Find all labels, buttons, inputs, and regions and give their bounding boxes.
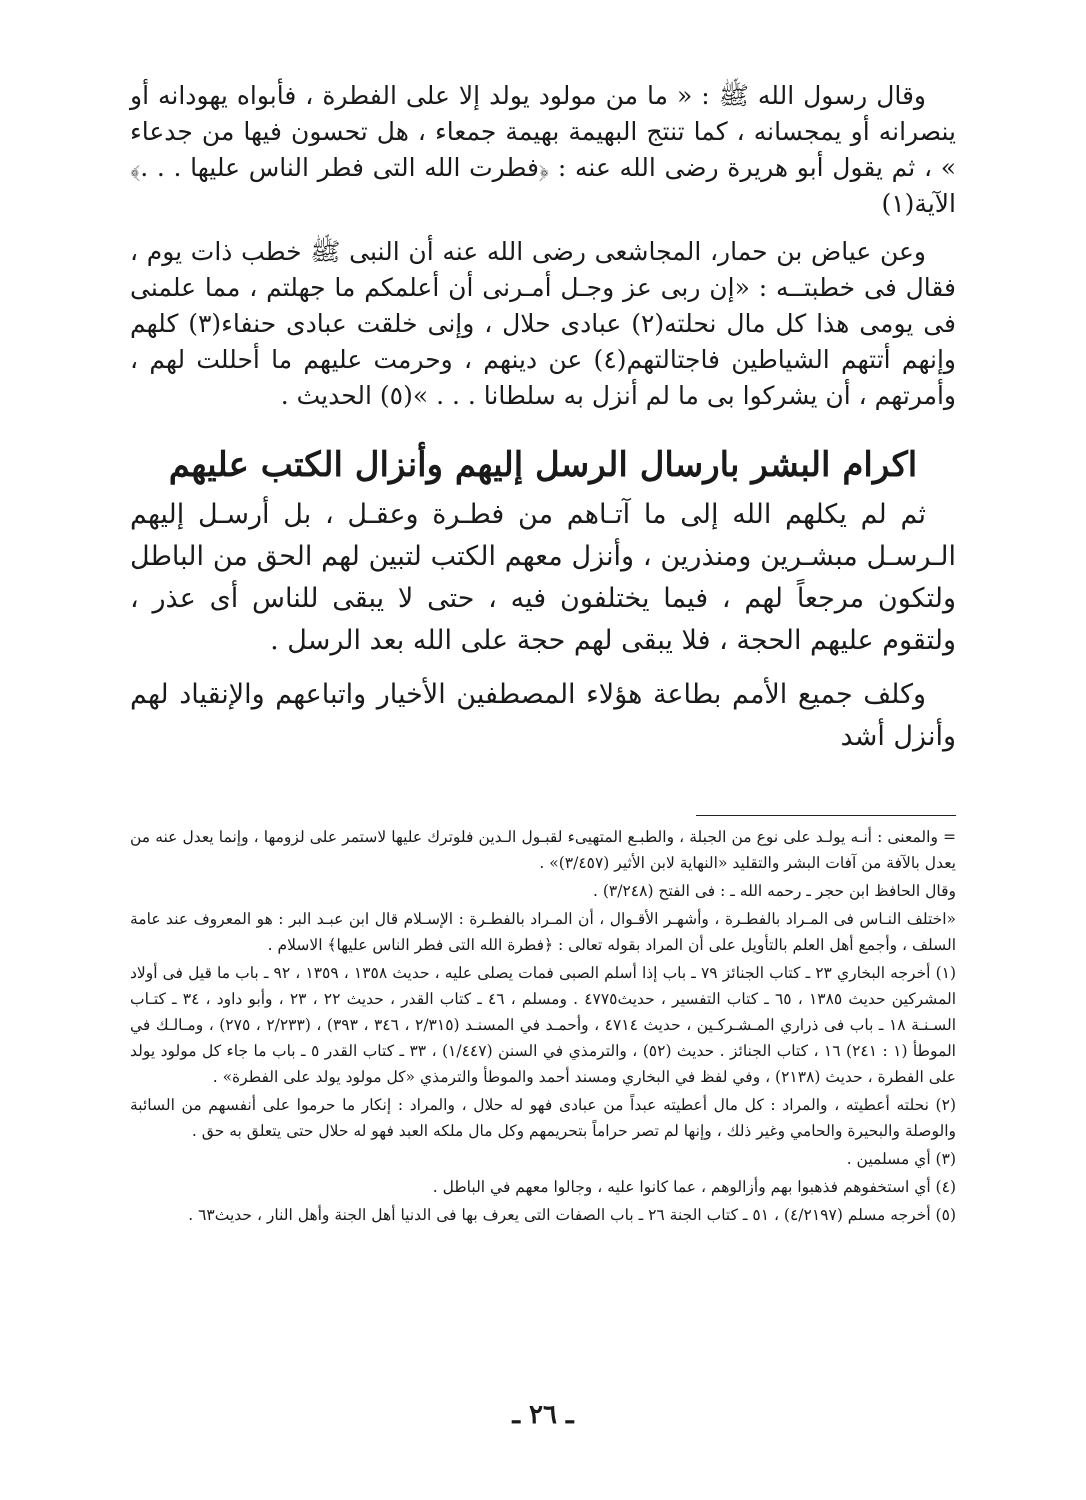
section-heading: اكرام البشر بارسال الرسل إليهم وأنزال الكتب عليهم: [168, 445, 918, 485]
page-number: ـ ٢٦ ـ: [512, 1400, 574, 1430]
main-text-top: [130, 78, 956, 414]
footnote-1: (١) أخرجه البخاري ٢٣ ـ كتاب الجنائز ٧٩ ـ باب إذا أسلم الصبى فمات يصلى عليه ، حديث ١٣٥٨ ، ١٣٥٩ ، ٩٢ ـ باب ما قيل فى أولاد المشركين حديث ١٣٨٥ ، ٦٥ ـ كتاب التفسير ، حديث٤٧٧٥ . ومسلم ، ٤٦ ـ كتاب القدر ، حديث ٢٢ ، ٢٣ ، وأبو داود ، ٣٤ ـ كتـاب السـنـة ١٨ ـ باب فى ذراري المـشـركـين ، حديث ٤٧١٤ ، وأحمـد في المسنـد (٢/٣١٥ ، ٣٤٦ ، ٣٩٣) ، (٢/٢٣٣ ، ٢٧٥) ، ومـالـك في الموطأ (١ : ٢٤١) ١٦ ، كتاب الجنائز . حديث (٥٢) ، والترمذي في السنن (١/٤٤٧) ، ٣٣ ـ كتاب القدر ٥ ـ باب ما جاء كل مولود يولد على الفطرة ، حديث (٢١٣٨) ، وفي لفظ في البخاري ومسند أحمد والموطأ والترمذي «كل مولود يولد على الفطرة» .: [130, 964, 957, 1086]
main-text-section: [130, 494, 956, 758]
footnote-divider: [696, 815, 956, 816]
footnote-continuation: = والمعنى : أنـه يولـد على نوع من الجبلة ، والطبـع المتهيىء لقبـول الـدين فلوترك عليها لاستمر على لزومها ، وإنما يعدل عنه من يعدل بالآفة من آفات البشر والتقليد «النهاية لابن الأثير (٣/٤٥٧)» .: [130, 828, 956, 872]
footnote-ibn-hajar: وقال الحافظ ابن حجر ـ رحمه الله ـ : فى الفتح (٣/٢٤٨) .: [593, 882, 956, 900]
footnote-3: (٣) أي مسلمين .: [846, 1150, 956, 1168]
footnote-5: (٥) أخرجه مسلم (٤/٢١٩٧) ، ٥١ ـ كتاب الجنة ٢٦ ـ باب الصفات التى يعرف بها فى الدنيا أهل الجنة وأهل النار ، حديث٦٣ .: [188, 1206, 956, 1224]
paragraph-messengers: ثم لم يكلهم الله إلى ما آتـاهم من فطـرة وعقـل ، بل أرسـل إليهم الـرسـل مبشـرين ومنذرين ، وأنزل معهم الكتب لتبين لهم الحق من الباطل ولتكون مرجعاً لهم ، فيما يختلفون فيه ، حتى لا يبقى للناس أى عذر ، ولتقوم عليهم الحجة ، فلا يبقى لهم حجة على الله بعد الرسل .: [130, 499, 957, 656]
paragraph-obedience: وكلف جميع الأمم بطاعة هؤلاء المصطفين الأخيار واتباعهم والإنقياد لهم وأنزل أشد: [130, 679, 956, 752]
paragraph-hadith-iyad: وعن عياض بن حمار، المجاشعى رضى الله عنه أن النبى ﷺ خطب ذات يوم ، فقال فى خطبتــه : «إن ربى عز وجـل أمـرنى أن أعلمكم ما جهلتم ، مما علمنى فى يومى هذا كل مال نحلته(٢) عبادى حلال ، وإنى خلقت عبادى حنفاء(٣) كلهم وإنهم أتتهم الشياطين فاجتالتهم(٤) عن دينهم ، وحرمت عليهم ما أحللت لهم ، وأمرتهم ، أن يشركوا بى ما لم أنزل به سلطانا . . . »(٥) الحديث .: [130, 237, 956, 410]
footnote-2: (٢) نحلته أعطيته ، والمراد : كل مال أعطيته عبداً من عبادى فهو له حلال ، والمراد : إنكار ما حرموا على أنفسهم من السائبة والوصلة والبحيرة والحامي وغير ذلك ، وإنها لم تصر حراماً بتحريمهم وكل مال ملكه العبد فهو له حلال حتى يتعلق به حق .: [130, 1096, 956, 1140]
footnote-4: (٤) أي استخفوهم فذهبوا بهم وأزالوهم ، عما كانوا عليه ، وجالوا معهم في الباطل .: [432, 1178, 956, 1196]
footnotes: [130, 815, 956, 1228]
paragraph-hadith-fitra: وقال رسول الله ﷺ : « ما من مولود يولد إلا على الفطرة ، فأبواه يهودانه أو ينصرانه أو يمجسانه ، كما تنتج البهيمة بهيمة جمعاء ، هل تحسون فيها من جدعاء » ، ثم يقول أبو هريرة رضى الله عنه : ﴿فطرت الله التى فطر الناس عليها . . .﴾ الآية(١): [130, 81, 956, 218]
footnote-fitra-meaning: «اختلف النـاس فى المـراد بالفطـرة ، وأشهـر الأقـوال ، أن المـراد بالفطـرة : الإسـلام قال ابن عبـد البر : هو المعروف عند عامة السلف ، وأجمع أهل العلم بالتأويل على أن المراد بقوله تعالى : ﴿فطرة الله التى فطر الناس عليها﴾ الاسلام .: [130, 910, 956, 954]
